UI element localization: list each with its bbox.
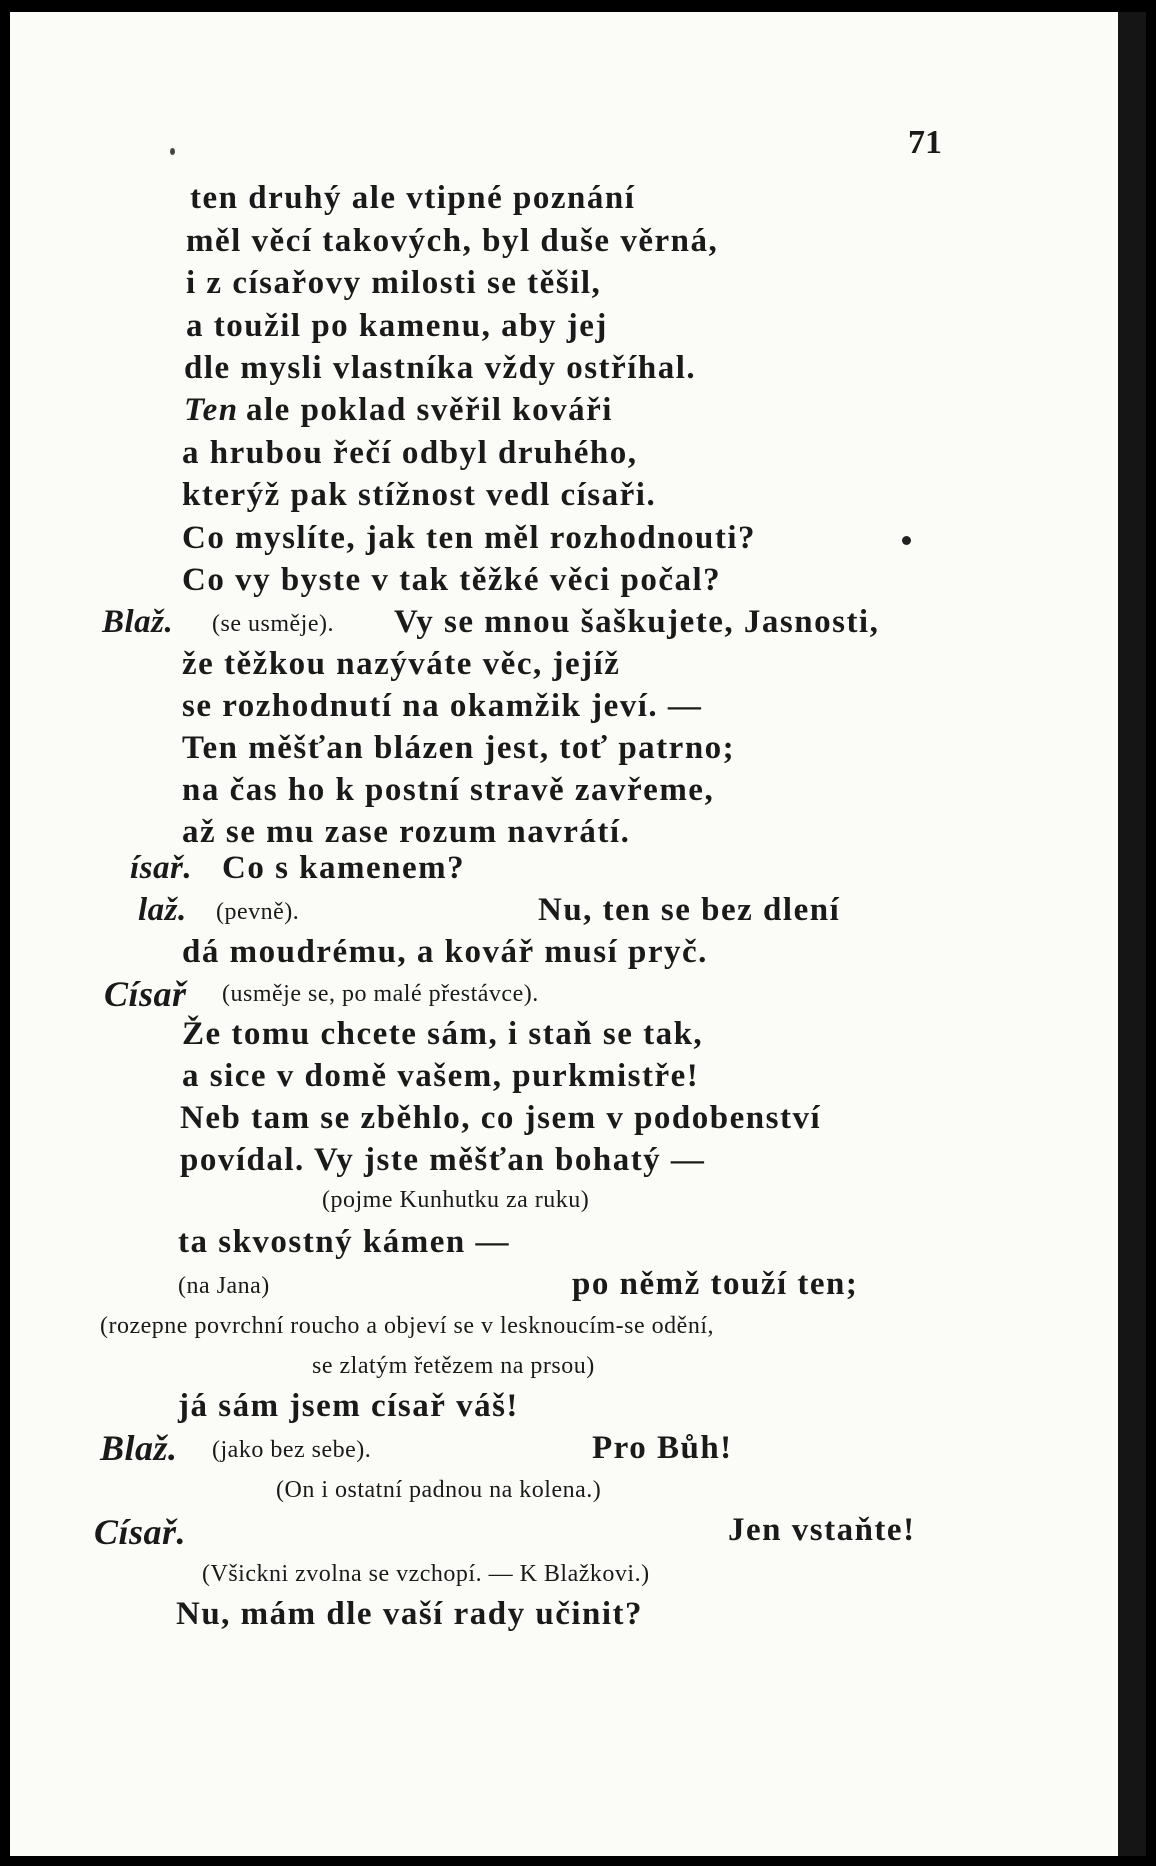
stage-direction: (On i ostatní padnou na kolena.): [276, 1477, 602, 1503]
verse-line: a hrubou řečí odbyl druhého,: [182, 435, 638, 471]
speaker-label: Blaž.: [102, 604, 174, 640]
verse-line: ale poklad svěřil kováři: [246, 392, 613, 428]
verse-line: že těžkou nazýváte věc, jejíž: [182, 646, 621, 682]
verse-line: a toužil po kamenu, aby jej: [186, 308, 608, 344]
stage-direction: (na Jana): [178, 1273, 270, 1299]
verse-line-emphasis: Ten: [184, 392, 239, 428]
verse-line: ta skvostný kámen —: [178, 1224, 510, 1260]
stage-direction: (pojme Kunhutku za ruku): [322, 1187, 590, 1213]
stage-direction: (jako bez sebe).: [212, 1437, 372, 1463]
speaker-label: Císař: [104, 974, 187, 1014]
page-number: 71: [908, 124, 942, 161]
speck-mark: [170, 148, 175, 155]
verse-line: měl věcí takových, byl duše věrná,: [186, 223, 719, 259]
verse-line: po němž touží ten;: [572, 1266, 859, 1302]
verse-line: Vy se mnou šaškujete, Jasnosti,: [394, 604, 880, 640]
verse-line: ten druhý ale vtipné poznání: [190, 180, 636, 216]
verse-line: kterýž pak stížnost vedl císaři.: [182, 477, 657, 513]
verse-line: Pro Bůh!: [592, 1430, 733, 1466]
verse-line: Co vy byste v tak těžké věci počal?: [182, 562, 722, 598]
speaker-label: laž.: [138, 892, 187, 928]
verse-line: já sám jsem císař váš!: [178, 1388, 519, 1424]
verse-line: dle mysli vlastníka vždy ostříhal.: [184, 350, 697, 386]
verse-line: Co s kamenem?: [222, 850, 466, 886]
speaker-label: ísař.: [130, 850, 193, 886]
verse-line: Neb tam se zběhlo, co jsem v podobenství: [180, 1100, 822, 1136]
verse-line: Nu, mám dle vaší rady učinit?: [176, 1596, 644, 1632]
verse-line: dá moudrému, a kovář musí pryč.: [182, 934, 708, 970]
stage-direction: (rozepne povrchní roucho a objeví se v lesknoucím-se odění,: [100, 1313, 714, 1339]
verse-line: i z císařovy milosti se těšil,: [186, 265, 602, 301]
stage-direction: (Všickni zvolna se vzchopí. — K Blažkovi.): [202, 1561, 650, 1587]
speaker-label: Císař.: [94, 1512, 187, 1552]
stage-direction: (usměje se, po malé přestávce).: [222, 981, 539, 1007]
verse-line: se rozhodnutí na okamžik jeví. —: [182, 688, 703, 724]
stage-direction: se zlatým řetězem na prsou): [312, 1353, 595, 1379]
page-edge: [1118, 12, 1146, 1856]
speck-mark: [902, 536, 911, 545]
verse-line: na čas ho k postní stravě zavřeme,: [182, 772, 715, 808]
verse-line: Nu, ten se bez dlení: [538, 892, 841, 928]
verse-line: Ten měšťan blázen jest, toť patrno;: [182, 730, 736, 766]
stage-direction: (se usměje).: [212, 611, 334, 637]
verse-line: až se mu zase rozum navrátí.: [182, 814, 631, 850]
verse-line: povídal. Vy jste měšťan bohatý —: [180, 1142, 706, 1178]
stage-direction: (pevně).: [216, 899, 300, 925]
verse-line: Co myslíte, jak ten měl rozhodnouti?: [182, 520, 757, 556]
verse-line: Že tomu chcete sám, i staň se tak,: [182, 1016, 704, 1052]
verse-line: a sice v domě vašem, purkmistře!: [182, 1058, 700, 1094]
verse-line: Jen vstaňte!: [728, 1512, 916, 1548]
speaker-label: Blaž.: [100, 1428, 178, 1468]
